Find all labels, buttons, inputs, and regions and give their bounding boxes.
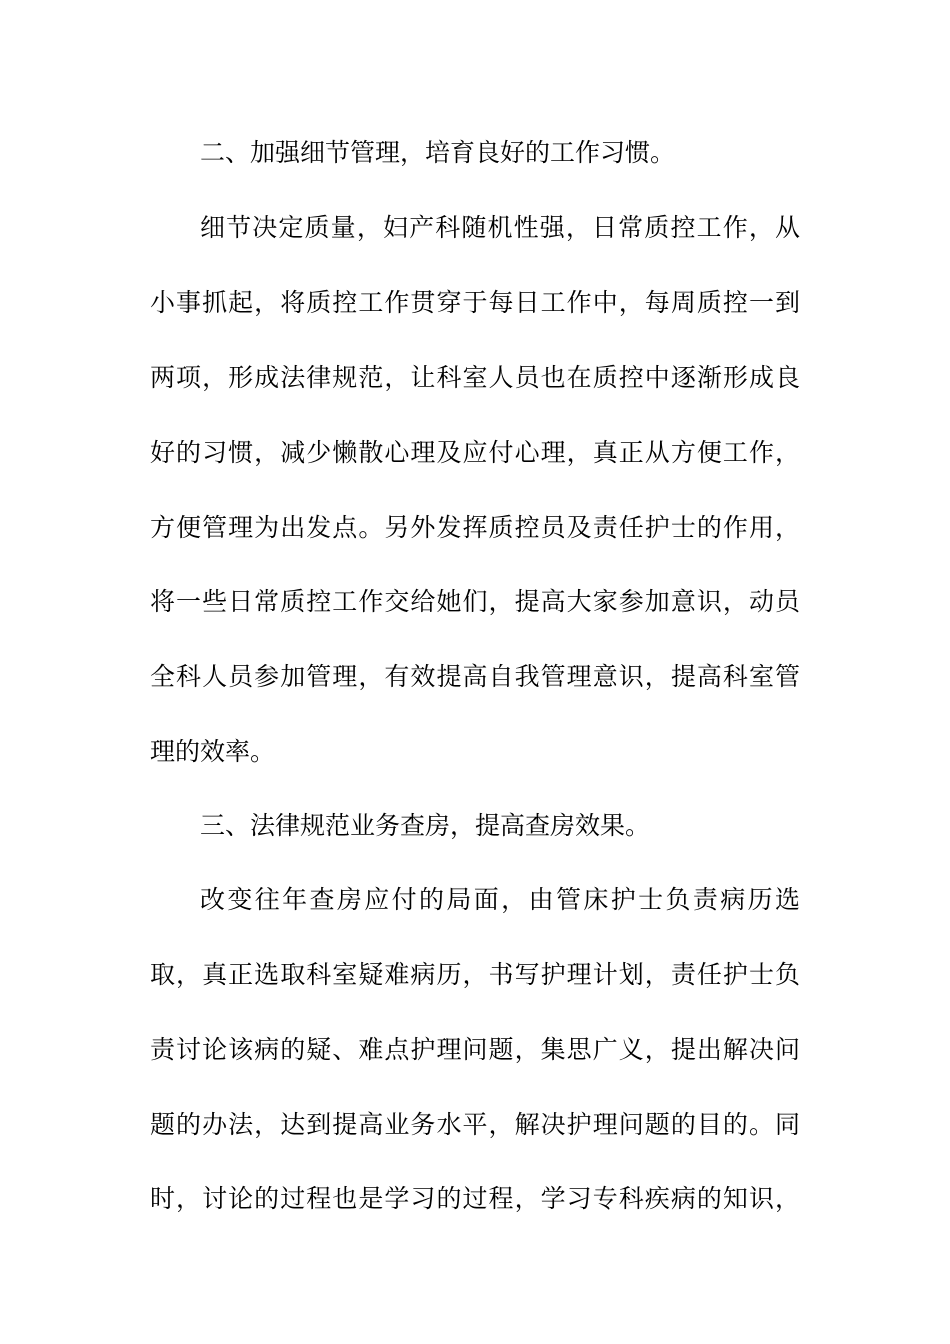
paragraph-line: 将一些日常质控工作交给她们，提高大家参加意识，动员 — [150, 587, 800, 616]
paragraph-line: 两项，形成法律规范，让科室人员也在质控中逐渐形成良 — [150, 363, 800, 392]
paragraph-line: 方便管理为出发点。另外发挥质控员及责任护士的作用， — [150, 513, 800, 542]
paragraph-line: 细节决定质量，妇产科随机性强，日常质控工作，从 — [200, 213, 800, 242]
paragraph-line: 好的习惯，减少懒散心理及应付心理，真正从方便工作， — [150, 438, 800, 467]
paragraph-line: 时，讨论的过程也是学习的过程，学习专科疾病的知识， — [150, 1184, 800, 1213]
heading-section-two: 二、加强细节管理，培育良好的工作习惯。 — [200, 138, 676, 167]
paragraph-line: 小事抓起，将质控工作贯穿于每日工作中，每周质控一到 — [150, 288, 800, 317]
paragraph-line-end: 理的效率。 — [150, 737, 276, 766]
paragraph-line: 责讨论该病的疑、难点护理问题，集思广义，提出解决问 — [150, 1035, 800, 1064]
paragraph-line: 题的办法，达到提高业务水平，解决护理问题的目的。同 — [150, 1110, 800, 1139]
paragraph-line: 全科人员参加管理，有效提高自我管理意识，提高科室管 — [150, 662, 800, 691]
paragraph-line: 取，真正选取科室疑难病历，书写护理计划，责任护士负 — [150, 960, 800, 989]
paragraph-line: 改变往年查房应付的局面，由管床护士负责病历选 — [200, 885, 800, 914]
heading-section-three: 三、法律规范业务查房，提高查房效果。 — [200, 811, 651, 840]
